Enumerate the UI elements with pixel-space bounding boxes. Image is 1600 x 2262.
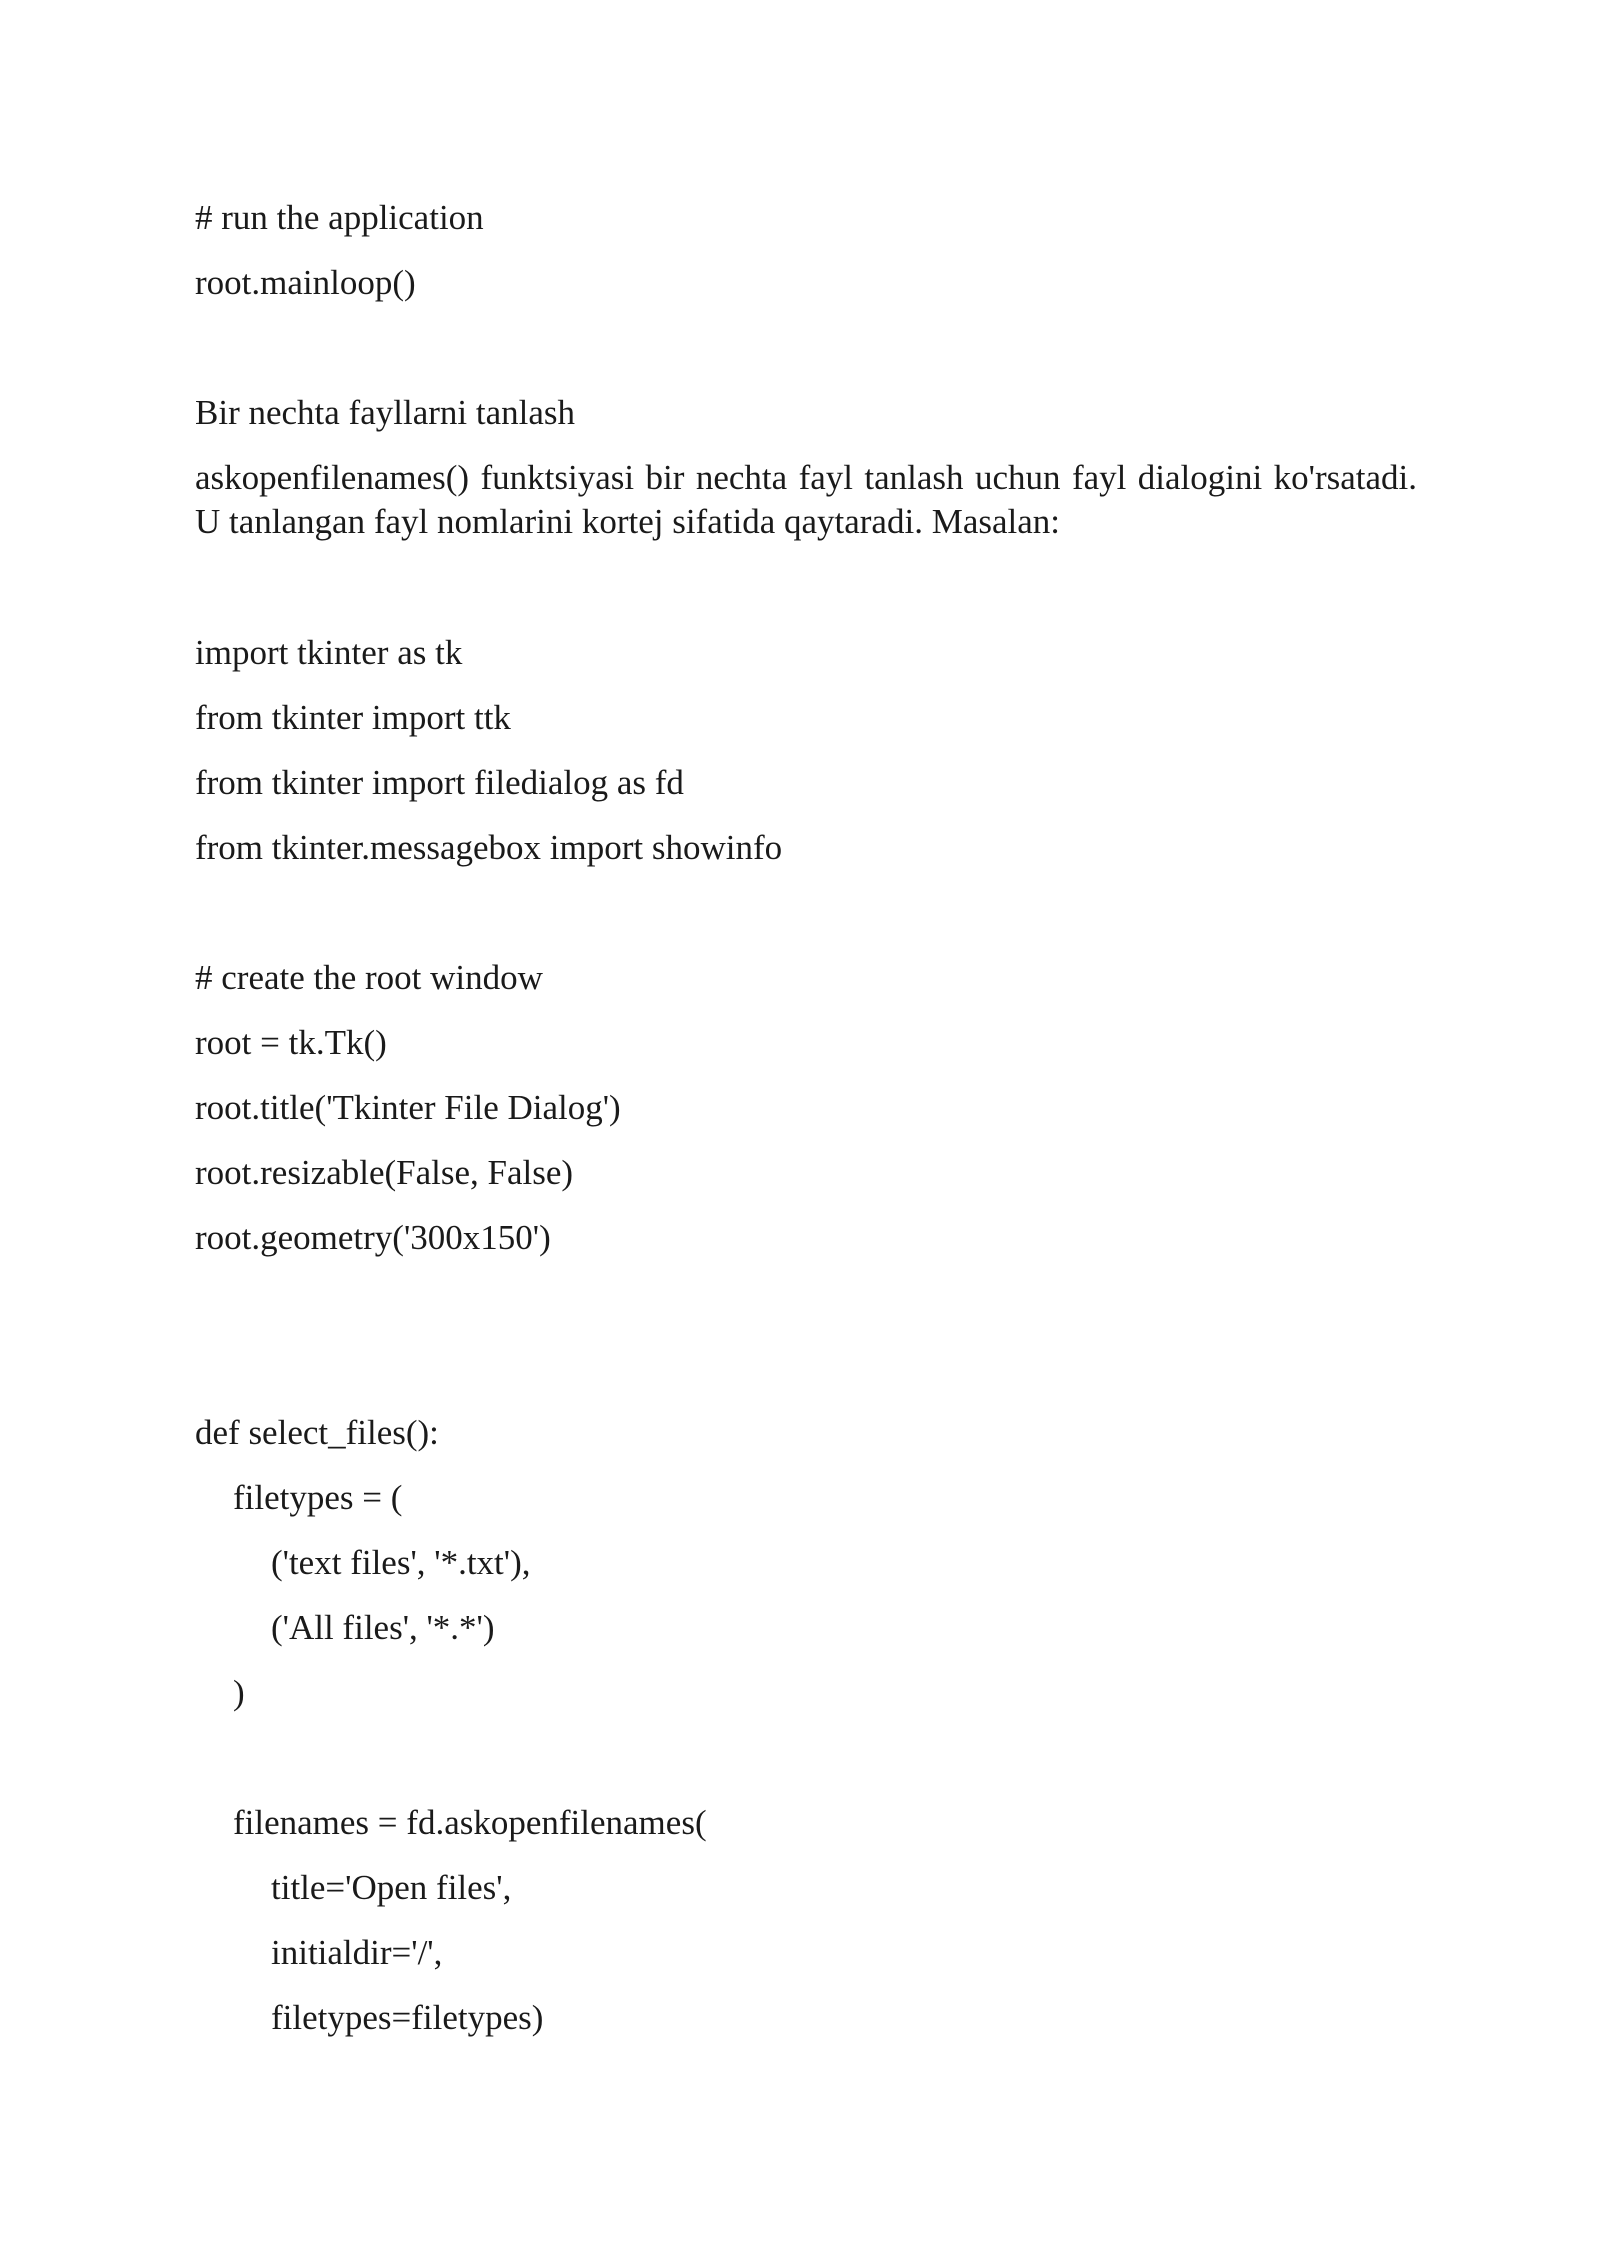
code-filetypes-open: filetypes = ( xyxy=(233,1478,403,1517)
code-arg-title: title='Open files', xyxy=(271,1868,512,1907)
code-def-select-files: def select_files(): xyxy=(195,1413,439,1452)
code-filetypes-text: ('text files', '*.txt'), xyxy=(271,1543,531,1582)
code-root-geometry: root.geometry('300x150') xyxy=(195,1218,551,1257)
code-arg-filetypes: filetypes=filetypes) xyxy=(271,1998,544,2037)
code-arg-initialdir: initialdir='/', xyxy=(271,1933,443,1972)
code-mainloop: root.mainloop() xyxy=(195,263,416,302)
code-filetypes-close: ) xyxy=(233,1673,245,1712)
code-root-resizable: root.resizable(False, False) xyxy=(195,1153,574,1192)
code-import-filedialog: from tkinter import filedialog as fd xyxy=(195,763,684,802)
code-root-tk: root = tk.Tk() xyxy=(195,1023,387,1062)
code-import-showinfo: from tkinter.messagebox import showinfo xyxy=(195,828,783,867)
code-import-ttk: from tkinter import ttk xyxy=(195,698,511,737)
code-import-tk: import tkinter as tk xyxy=(195,633,463,672)
section-heading: Bir nechta fayllarni tanlash xyxy=(195,393,575,432)
code-filetypes-all: ('All files', '*.*') xyxy=(271,1608,495,1647)
code-comment-create: # create the root window xyxy=(195,958,543,997)
code-filenames-call: filenames = fd.askopenfilenames( xyxy=(233,1803,707,1842)
description-paragraph: askopenfilenames() funktsiyasi bir nechta fayl tanlash uchun fayl dialogini ko'rsatadi. U tanlangan fayl nomlarini kortej sifatida qaytaradi. Masalan: xyxy=(195,458,1417,541)
code-comment-run: # run the application xyxy=(195,198,484,237)
code-root-title: root.title('Tkinter File Dialog') xyxy=(195,1088,621,1127)
